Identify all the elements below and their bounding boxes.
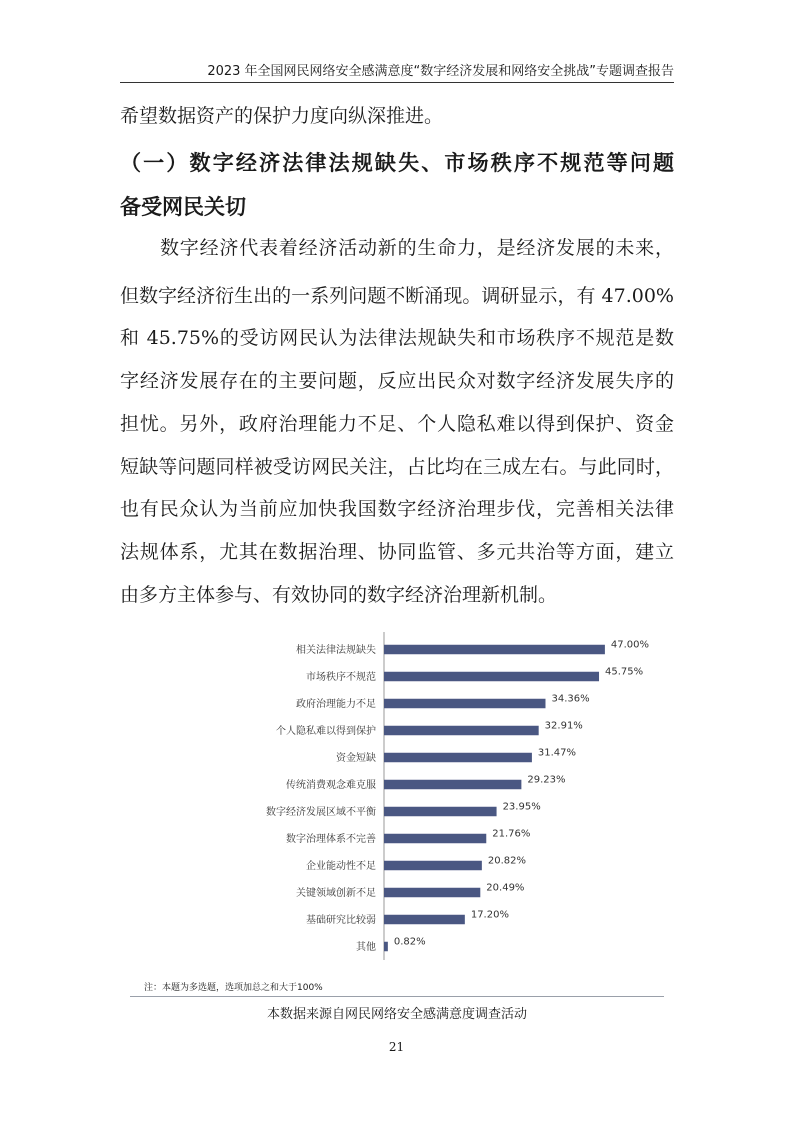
value-label: 47.00% [610,639,650,651]
paragraph-line: 和 45.75%的受访网民认为法律法规缺失和市场秩序不规范是数 [120,327,674,349]
value-label: 20.82% [487,855,526,867]
value-label: 45.75% [605,666,644,678]
value-label: 31.47% [537,747,577,759]
bar [384,645,605,655]
section-heading-line-1: （一）数字经济法律法规缺失、市场秩序不规范等问题 [120,151,674,175]
bar [384,861,482,871]
bar [384,942,388,952]
bar [384,672,599,682]
paragraph-line: 数字经济代表着经济活动新的生命力，是经济发展的未来， [160,237,674,259]
value-label: 23.95% [502,801,541,813]
value-label: 29.23% [527,774,566,786]
paragraph-line: 由多方主体参与、有效协同的数字经济治理新机制。 [120,584,558,606]
source-rule [130,996,664,997]
paragraph-line: 法规体系，尤其在数据治理、协同监管、多元共治等方面，建立 [120,541,674,563]
paragraph-line: 字经济发展存在的主要问题，反应出民众对数字经济发展失序的 [120,370,674,392]
category-label: 相关法律法规缺失 [296,645,376,656]
page-number: 21 [388,1040,405,1054]
paragraph-line: 也有民众认为当前应加快我国数字经济治理步伐，完善相关法律 [120,498,674,520]
data-source-caption: 本数据来源自网民网络安全感满意度调查活动 [266,1007,527,1022]
bar [384,888,480,898]
bar [384,780,521,790]
intro-line: 希望数据资产的保护力度向纵深推进。 [120,105,444,127]
category-label: 政府治理能力不足 [296,699,376,710]
value-label: 21.76% [492,828,531,840]
category-label: 数字治理体系不完善 [286,834,376,845]
bar [384,753,532,763]
category-label: 关键领域创新不足 [296,888,376,899]
value-label: 34.36% [551,693,590,705]
bar [384,915,465,925]
paragraph-line: 担忧。另外，政府治理能力不足、个人隐私难以得到保护、资金 [120,413,674,435]
value-label: 0.82% [393,936,426,948]
bar [384,834,486,844]
value-label: 17.20% [470,909,509,921]
problems-bar-chart [130,628,664,968]
chart-note: 注：本题为多选题，选项加总之和大于100% [144,983,323,993]
category-label: 基础研究比较弱 [306,915,376,926]
header-rule [120,82,674,83]
category-label: 资金短缺 [336,753,376,764]
bar [384,726,539,736]
value-label: 20.49% [486,882,525,894]
bar [384,699,545,709]
value-label: 32.91% [544,720,583,732]
category-label: 数字经济发展区域不平衡 [266,807,376,818]
report-header-title: 2023 年全国网民网络安全感满意度“数字经济发展和网络安全挑战”专题调查报告 [207,64,674,79]
category-label: 传统消费观念难克服 [286,780,376,791]
bar [384,807,497,817]
paragraph-line: 短缺等问题同样被受访网民关注，占比均在三成左右。与此同时， [120,456,674,478]
category-label: 企业能动性不足 [306,861,376,872]
paragraph-line: 但数字经济衍生出的一系列问题不断涌现。调研显示，有 47.00% [120,285,674,307]
section-heading-line-2: 备受网民关切 [120,195,246,219]
category-label: 其他 [356,942,376,953]
category-label: 市场秩序不规范 [306,672,376,683]
category-label: 个人隐私难以得到保护 [276,726,376,737]
